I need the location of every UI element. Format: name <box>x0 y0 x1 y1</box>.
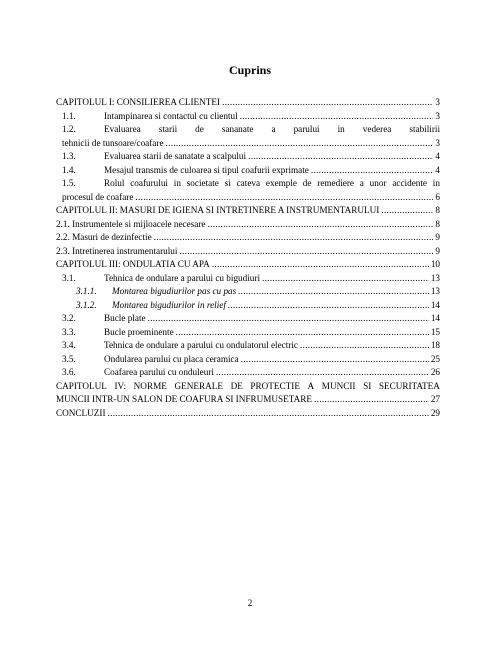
toc-entry-chapter-3[interactable]: CAPITOLUL III: ONDULATIA CU APA ..... 10 <box>56 258 440 272</box>
toc-entry-1-2[interactable]: 1.2. Evaluarea starii de sananate a parului in vederea stabilirii tehnicii de tunsoare/coafare ..... 3 <box>56 123 440 150</box>
table-of-contents <box>56 96 440 420</box>
page-number: 2 <box>247 598 253 608</box>
toc-entry-1-4[interactable]: 1.4. Mesajul transmis de culoarea si tipul coafurii exprimate ..... 4 <box>56 164 440 178</box>
toc-entry-2-1[interactable]: 2.1. Instrumentele si mijloacele necesare ..... 8 <box>56 218 440 232</box>
toc-entry-3-2[interactable]: 3.2. Bucle plate ..... 14 <box>56 312 440 326</box>
toc-entry-3-6[interactable]: 3.6. Coafarea parului cu onduleuri ..... 26 <box>56 366 440 380</box>
toc-entry-3-5[interactable]: 3.5. Ondularea parului cu placa ceramica ..... 25 <box>56 353 440 367</box>
toc-entry-3-1[interactable]: 3.1. Tehnica de ondulare a parului cu bigudiuri ..... 13 <box>56 272 440 286</box>
toc-entry-3-4[interactable]: 3.4. Tehnica de ondulare a parului cu ondulatorul electric ..... 18 <box>56 339 440 353</box>
toc-entry-chapter-4[interactable]: CAPITOLUL IV: NORME GENERALE DE PROTECTIE A MUNCII SI SECURITATEA MUNCII INTR-UN SALON DE COAFURA SI INFRUMUSETARE ..... 27 <box>56 380 440 407</box>
toc-entry-1-5[interactable]: 1.5. Rolul coafurului in societate si cateva exemple de remediere a unor accidente in procesul de coafare ..... 6 <box>56 177 440 204</box>
toc-entry-3-3[interactable]: 3.3. Bucle proeminente ..... 15 <box>56 326 440 340</box>
toc-entry-chapter-2[interactable]: CAPITOLUL II: MASURI DE IGIENA SI INTRETINERE A INSTRUMENTARULUI ..... 8 <box>56 204 440 218</box>
toc-entry-1-3[interactable]: 1.3. Evaluarea starii de sanatate a scalpului ..... 4 <box>56 150 440 164</box>
toc-entry-3-1-2[interactable]: 3.1.2. Montarea bigudiurilor in relief ..... 14 <box>56 299 440 313</box>
page-title: Cuprins <box>228 63 272 77</box>
toc-entry-conclusions[interactable]: CONCLUZII ..... 29 <box>56 407 440 421</box>
toc-entry-2-2[interactable]: 2.2. Masuri de dezinfectie ..... 9 <box>56 231 440 245</box>
toc-entry-3-1-1[interactable]: 3.1.1. Montarea bigudiurilor pas cu pas ..... 13 <box>56 285 440 299</box>
toc-entry-2-3[interactable]: 2.3. Intretinerea instrumentarului ..... 9 <box>56 245 440 259</box>
toc-entry-chapter-1[interactable]: CAPITOLUL I: CONSILIEREA CLIENTEI ..... 3 <box>56 96 440 110</box>
toc-entry-1-1[interactable]: 1.1. Intampinarea si contactul cu clientul ..... 3 <box>56 110 440 124</box>
